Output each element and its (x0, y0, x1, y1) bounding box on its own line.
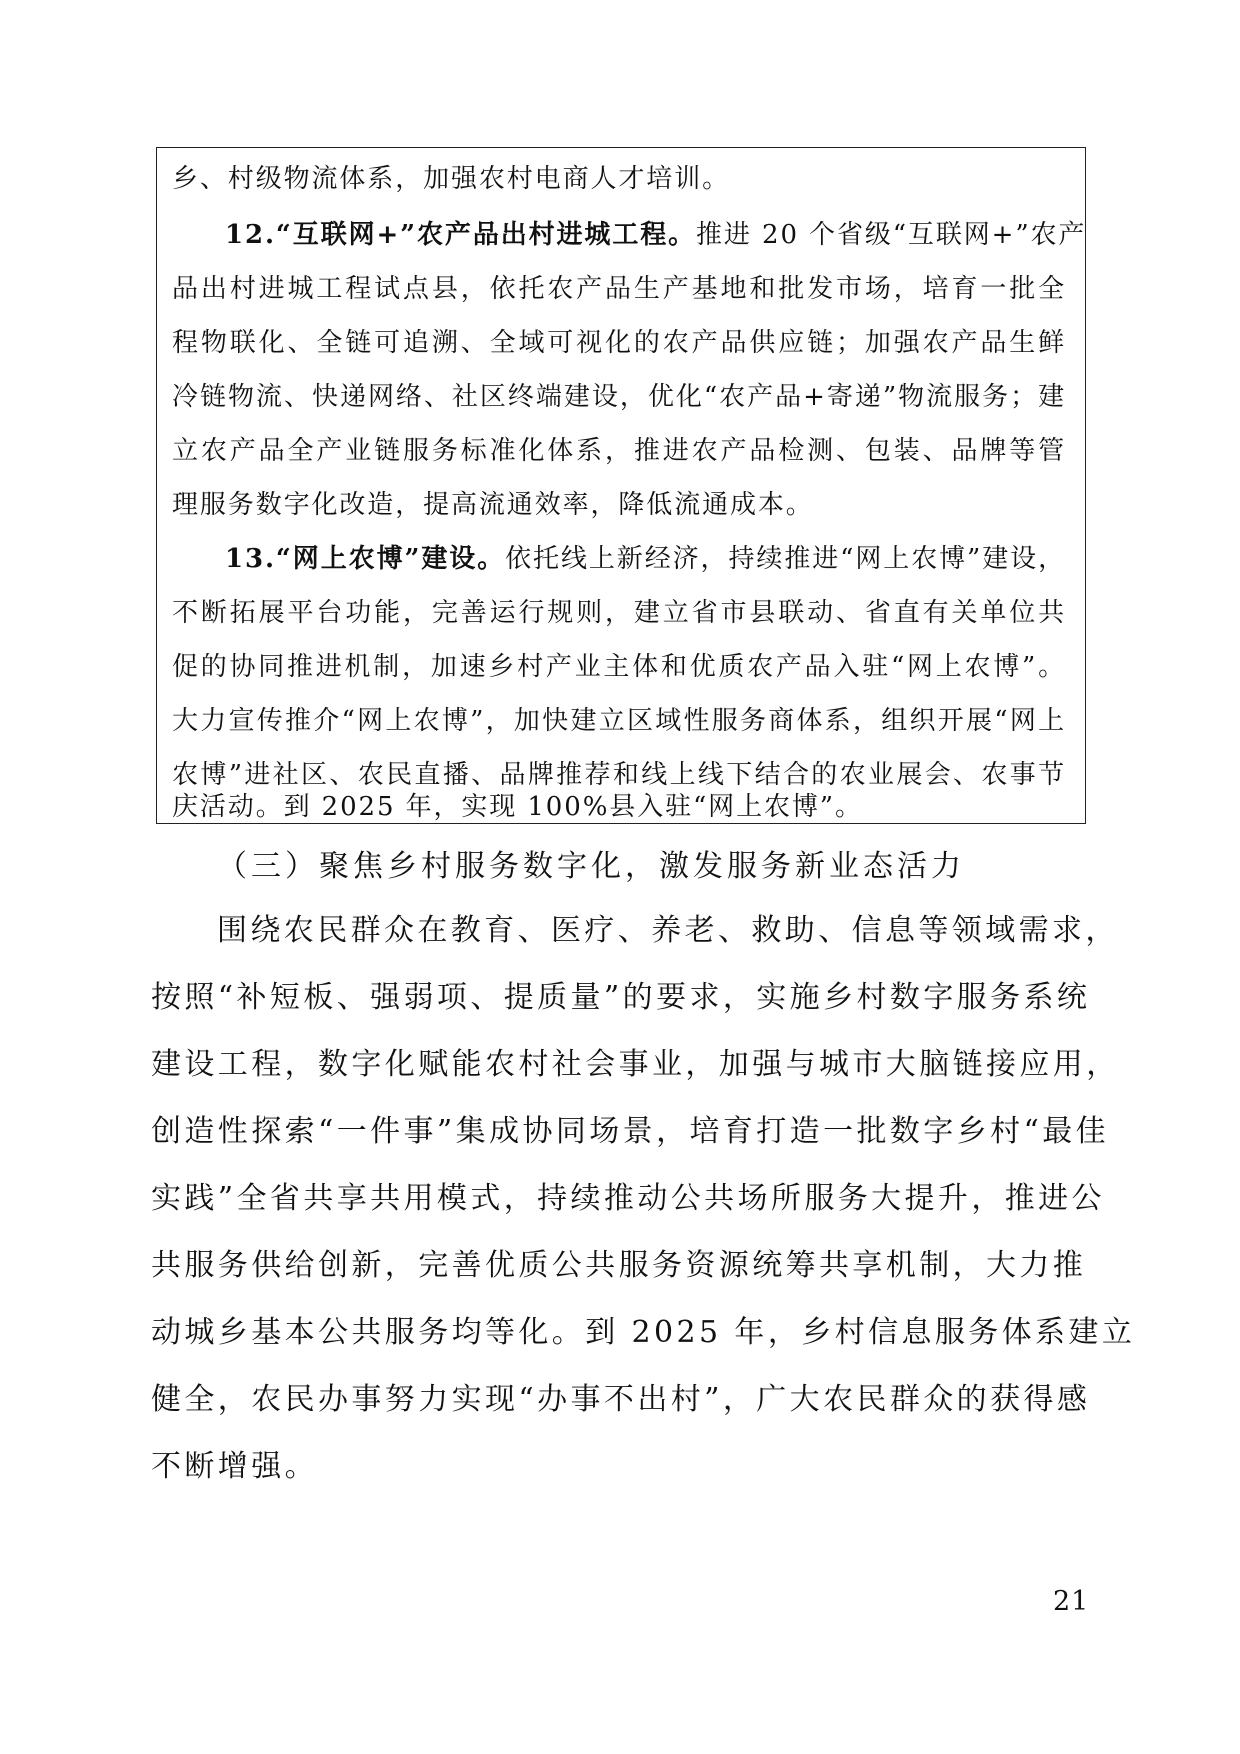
item-13-line-3: 大力宣传推介“网上农博”，加快建立区域性服务商体系，组织开展“网上 (172, 706, 1066, 736)
item-12-title: 12.“互联网+”农产品出村进城工程。 (225, 220, 697, 250)
body-line-8: 不断增强。 (151, 1449, 318, 1484)
body-line-5: 共服务供给创新，完善优质公共服务资源统筹共享机制，大力推 (151, 1248, 1087, 1283)
item-12-line-3: 冷链物流、快递网络、社区终端建设，优化“农产品+寄递”物流服务；建 (172, 382, 1066, 412)
item-13-title: 13.“网上农博”建设。 (225, 544, 506, 574)
item-13-line-0: 依托线上新经济，持续推进“网上农博”建设， (505, 544, 1066, 574)
item-12-line-0: 推进 20 个省级“互联网+”农产 (696, 220, 1087, 250)
item-13-line-5: 庆活动。到 2025 年，实现 100%县入驻“网上农博”。 (172, 792, 863, 822)
item-13-first-line (225, 546, 1066, 572)
page-number: 21 (1053, 1586, 1090, 1617)
box-line-continue: 乡、村级物流体系，加强农村电商人才培训。 (172, 164, 731, 194)
body-line-7: 健全，农民办事努力实现“办事不出村”，广大农民群众的获得感 (151, 1382, 1091, 1417)
item-12-line-2: 程物联化、全链可追溯、全域可视化的农产品供应链；加强农产品生鲜 (172, 328, 1066, 358)
item-13-line-2: 促的协同推进机制，加速乡村产业主体和优质农产品入驻“网上农博”。 (172, 652, 1066, 682)
body-line-1: 按照“补短板、强弱项、提质量”的要求，实施乡村数字服务系统 (151, 980, 1091, 1015)
item-12-line-4: 立农产品全产业链服务标准化体系，推进农产品检测、包装、品牌等管 (172, 436, 1066, 466)
body-line-2: 建设工程，数字化赋能农村社会事业，加强与城市大脑链接应用， (151, 1047, 1120, 1082)
section-heading: （三）聚焦乡村服务数字化，激发服务新业态活力 (217, 849, 965, 884)
body-line-0: 围绕农民群众在教育、医疗、养老、救助、信息等领域需求， (217, 913, 1119, 948)
body-line-3: 创造性探索“一件事”集成协同场景，培育打造一批数字乡村“最佳 (151, 1114, 1110, 1149)
item-12-line-1: 品出村进城工程试点县，依托农产品生产基地和批发市场，培育一批全 (172, 274, 1066, 304)
item-13-line-4: 农博”进社区、农民直播、品牌推荐和线上线下结合的农业展会、农事节 (172, 760, 1066, 790)
item-13-line-1: 不断拓展平台功能，完善运行规则，建立省市县联动、省直有关单位共 (172, 598, 1066, 628)
item-12-first-line (225, 220, 1087, 250)
item-12-line-5: 理服务数字化改造，提高流通效率，降低流通成本。 (172, 490, 814, 520)
body-line-6: 动城乡基本公共服务均等化。到 2025 年，乡村信息服务体系建立 (151, 1315, 1136, 1350)
body-line-4: 实践”全省共享共用模式，持续推动公共场所服务大提升，推进公 (151, 1181, 1105, 1216)
